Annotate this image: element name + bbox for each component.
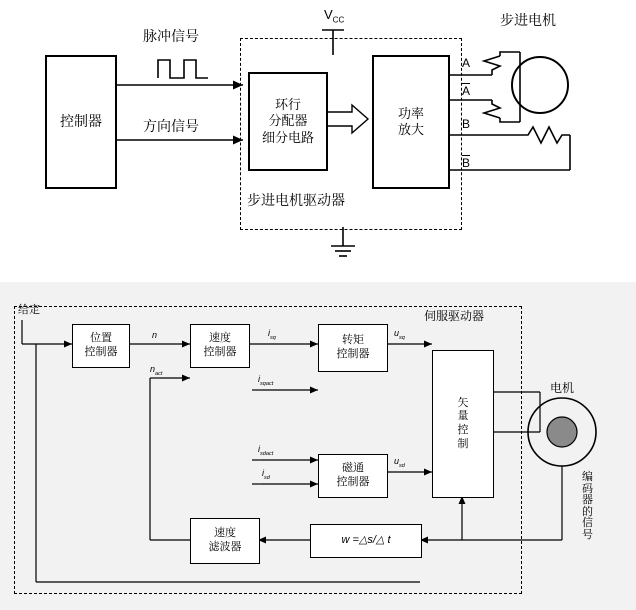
encoder-caption-char-4: 的 (582, 505, 593, 518)
signal-nact-base: n (150, 364, 156, 374)
signal-isq-label (268, 328, 276, 341)
signal-usq-sub: sq (399, 334, 405, 341)
vcc-label (324, 8, 344, 25)
vcc-subscript: CC (332, 15, 345, 25)
vector-control-line-2: 量 (457, 410, 469, 423)
servo-driver-caption: 伺服驱动器 (424, 309, 485, 323)
flux-controller-line-2: 控制器 (336, 476, 370, 488)
encoder-caption-char-1: 编 (582, 471, 593, 483)
speed-controller-line-2: 控制器 (203, 346, 237, 358)
signal-isd-base: i (262, 468, 264, 478)
servo-vector-control-diagram (0, 282, 636, 610)
stepper-motor-caption: 步进电机 (500, 12, 556, 28)
signal-usd-base: u (394, 456, 400, 466)
signal-isdact-sub: sdact (260, 450, 274, 457)
signal-usd-label (394, 456, 405, 469)
ring-distributor-line-3: 细分电路 (261, 129, 314, 145)
vector-control-line-4: 制 (457, 437, 469, 450)
signal-isqact-sub: sqact (260, 380, 274, 387)
motor-caption: 电机 (550, 381, 575, 395)
encoder-caption-char-2: 码 (582, 482, 593, 495)
pulse-signal-label: 脉冲信号 (143, 28, 199, 44)
signal-isd-sub: sd (264, 474, 270, 481)
speed-controller-box[interactable] (190, 324, 250, 368)
signal-isqact-label (258, 374, 273, 387)
power-amplifier-box[interactable] (372, 55, 450, 189)
torque-controller-box[interactable] (318, 324, 388, 372)
flux-controller-box[interactable] (318, 454, 388, 498)
phase-a-label: A (462, 56, 471, 70)
position-controller-line-2: 控制器 (84, 346, 118, 358)
controller-box[interactable] (45, 55, 117, 189)
vector-control-line-1: 矢 (457, 396, 469, 409)
signal-isqact-base: i (258, 374, 260, 384)
ring-distributor-line-1: 环行 (274, 97, 301, 113)
position-controller-box[interactable] (72, 324, 130, 368)
position-controller-line-1: 位置 (90, 332, 112, 345)
speed-filter-box[interactable] (190, 518, 260, 564)
ring-distributor-box[interactable] (248, 72, 328, 171)
power-amp-line-1: 功率 (397, 105, 424, 121)
speed-filter-line-1: 速度 (214, 527, 236, 540)
vector-control-box[interactable] (432, 350, 494, 498)
controller-label: 控制器 (60, 113, 102, 130)
flux-controller-line-1: 磁通 (342, 462, 364, 475)
signal-isdact-base: i (258, 444, 260, 454)
signal-usq-label (394, 328, 405, 341)
given-label: 给定 (18, 304, 40, 316)
power-amp-line-2: 放大 (397, 122, 424, 137)
signal-isdact-label (258, 444, 273, 457)
encoder-signal-caption (582, 472, 593, 541)
speed-formula-label: w =△s/△ t (341, 534, 391, 547)
speed-formula-box[interactable] (310, 524, 422, 558)
signal-usq-base: u (394, 328, 400, 338)
speed-filter-line-2: 滤波器 (208, 541, 242, 553)
direction-signal-label: 方向信号 (143, 118, 199, 134)
ring-distributor-line-2: 分配器 (268, 113, 308, 129)
torque-controller-line-1: 转矩 (342, 334, 364, 347)
stepper-driver-caption: 步进电机驱动器 (247, 192, 345, 208)
encoder-caption-char-3: 器 (582, 494, 593, 507)
signal-isd-label (262, 468, 270, 481)
speed-controller-line-1: 速度 (209, 332, 231, 345)
phase-b-label: B (462, 117, 471, 131)
encoder-caption-char-5: 信 (582, 517, 593, 530)
signal-n-label: n (152, 330, 158, 340)
vector-control-line-3: 控 (457, 424, 469, 436)
signal-usd-sub: sd (399, 462, 405, 469)
phase-a-bar-label: A (462, 84, 471, 98)
phase-b-bar-label: B (462, 156, 471, 170)
vcc-text: V (324, 7, 333, 22)
signal-isq-base: i (268, 328, 270, 338)
signal-nact-sub: act (155, 370, 163, 377)
signal-isq-sub: sq (270, 334, 276, 341)
stepper-drive-diagram (0, 0, 636, 270)
encoder-caption-char-6: 号 (582, 528, 593, 541)
signal-nact-label (150, 364, 162, 377)
torque-controller-line-2: 控制器 (336, 348, 370, 360)
